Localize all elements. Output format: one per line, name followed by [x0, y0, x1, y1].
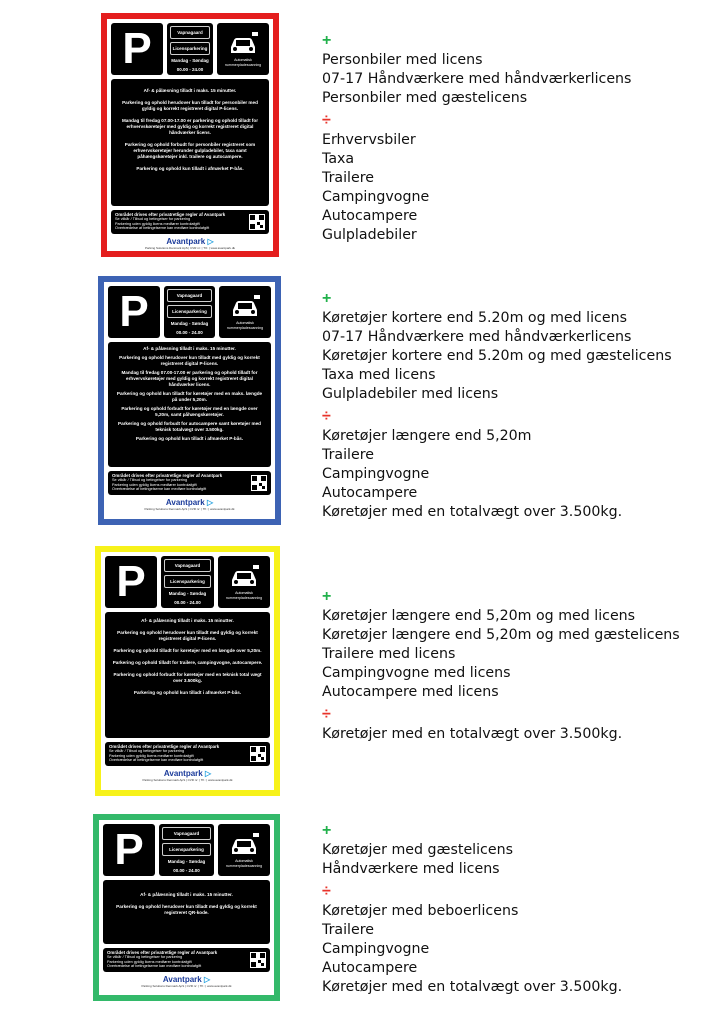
forbidden-item: Trailere: [322, 447, 374, 463]
sign-footer: [111, 210, 269, 234]
rule-text: Af- & pålæsning tilladt i maks. 15 minutter.: [141, 618, 234, 623]
footer-line: Se vilkår / Tilbud og betingelser for parkering: [107, 955, 183, 960]
camera-label: Automatisk nummerpladescanning: [226, 321, 264, 330]
forbidden-item: Autocampere: [322, 960, 418, 976]
sign-rules: [111, 79, 269, 206]
forbidden-item: Trailere: [322, 170, 374, 186]
footer-line: Se vilkår / Tilbud og betingelser for parkering: [112, 478, 188, 483]
footer-line: Se vilkår / Tilbud og betingelser for parkering: [115, 217, 191, 222]
footer-line: Parkering uden gyldig licens medfører kontrolafgift: [109, 753, 194, 758]
street-name: Vapnagaard: [167, 289, 212, 302]
avantpark-logo: Avantpark ▷: [165, 497, 214, 507]
avantpark-logo: Avantpark ▷: [162, 974, 211, 984]
forbidden-item: Køretøjer længere end 5,20m: [322, 428, 532, 444]
sign-frame-blue: [98, 276, 281, 525]
sign-info-panel: [167, 23, 213, 75]
rule-text: Parkering og ophold herudover kun tilladt for personbiler med gyldig og korrekt registreret digital P-licens.: [122, 100, 258, 111]
footer-line: Se vilkår / Tilbud og betingelser for parkering: [109, 749, 185, 754]
sign-frame-yellow: [95, 546, 280, 796]
street-name: Vapnagaard: [170, 26, 210, 39]
car-camera-icon: [226, 31, 260, 57]
allowed-item: Personbiler med gæstelicens: [322, 90, 528, 106]
camera-label: Automatisk nummerpladescanning: [225, 591, 263, 600]
footer-line: Overtrædelse af betingelserne kan medføre kontrolafgift: [112, 487, 207, 492]
rules-list-green: [322, 821, 622, 997]
rule-text: Mandag til fredag 07.00-17.00 er parkering og ophold tilladt for erhvervskøretøjer med gyldig og korrekt registreret digital håndværker licens.: [121, 118, 259, 135]
allowed-item: Gulpladebiler med licens: [322, 386, 499, 402]
hours-label: 00.00 - 24.00: [173, 868, 200, 873]
allowed-item: Køretøjer kortere end 5.20m og med licens: [322, 310, 627, 326]
parking-p-icon: P: [111, 23, 163, 75]
rules-list-red: [322, 31, 631, 245]
rule-text: Parkering og ophold kun tilladt i afmærket P-bås.: [135, 436, 244, 441]
license-field: Licensparkering: [164, 575, 211, 588]
allowed-item: Campingvogne med licens: [322, 665, 511, 681]
rules-list-blue: [322, 289, 672, 522]
footer-line: Parkering uden gyldig licens medfører kontrolafgift: [115, 221, 200, 226]
footer-heading: Området drives efter privatretlige regler af Avantpark: [109, 744, 220, 749]
days-label: Mandag - Søndag: [171, 58, 209, 63]
hours-label: 00.00 - 24.00: [176, 330, 203, 335]
camera-panel: [219, 286, 271, 338]
allowed-plus-icon: +: [322, 588, 332, 605]
camera-panel: [218, 556, 270, 608]
rule-text: Parkering og ophold kun tilladt for køretøjer med en maks. længde på under 5,20m.: [116, 391, 263, 402]
rules-list-yellow: [322, 587, 680, 744]
rule-text: Parkering og ophold kun tilladt i afmærket P-bås.: [136, 166, 244, 171]
rule-text: Parkering og ophold herudover kun tilladt med gyldig og korrekt registreret digital P-licens.: [117, 630, 258, 641]
sign-footer: [105, 742, 270, 766]
camera-panel: [218, 824, 270, 876]
allowed-item: Køretøjer med gæstelicens: [322, 842, 513, 858]
hours-label: 00.00 - 24.00: [174, 600, 201, 605]
forbidden-item: Køretøjer med en totalvægt over 3.500kg.: [322, 979, 623, 995]
sign-frame-red: [101, 13, 279, 257]
rule-text: Af- & pålæsning tilladt i maks. 15 minutter.: [143, 346, 236, 351]
qr-code-icon: [250, 952, 266, 968]
allowed-item: Personbiler med licens: [322, 52, 483, 68]
rule-text: Parkering og ophold forbudt for køretøjer med en teknisk total vægt over 3.500kg.: [113, 672, 262, 683]
forbidden-divide-icon: ÷: [322, 706, 331, 723]
company-line: Parking Solutions Denmark ApS | CVR nr: | Tlf.: | www.avantpark.dk: [142, 777, 233, 782]
forbidden-item: Køretøjer med en totalvægt over 3.500kg.: [322, 504, 623, 520]
forbidden-item: Campingvogne: [322, 941, 430, 957]
company-line: Parking Solutions Denmark ApS | CVR nr: | Tlf.: | www.avantpark.dk: [145, 245, 235, 250]
forbidden-item: Autocampere: [322, 208, 418, 224]
forbidden-item: Autocampere: [322, 485, 418, 501]
sign-info-panel: [159, 824, 214, 876]
car-camera-icon: [227, 564, 261, 590]
footer-line: Overtrædelse af betingelserne kan medføre kontrolafgift: [109, 758, 204, 763]
parking-sign: [104, 282, 275, 519]
license-field: Licensparkering: [170, 42, 210, 55]
forbidden-item: Gulpladebiler: [322, 227, 417, 243]
license-field: Licensparkering: [162, 843, 211, 856]
footer-line: Overtrædelse af betingelserne kan medføre kontrolafgift: [107, 964, 202, 969]
footer-line: Parkering uden gyldig licens medfører kontrolafgift: [112, 482, 197, 487]
parking-p-icon: P: [103, 824, 155, 876]
allowed-plus-icon: +: [322, 32, 332, 49]
rule-text: Parkering og ophold kun tilladt i afmærket P-bås.: [133, 690, 242, 695]
allowed-item: Køretøjer længere end 5,20m og med licens: [322, 608, 636, 624]
camera-panel: [217, 23, 269, 75]
forbidden-divide-icon: ÷: [322, 112, 331, 129]
footer-heading: Området drives efter privatretlige regler af Avantpark: [112, 473, 223, 478]
rule-text: Parkering og ophold tilladt for trailere, campingvogne, autocampere.: [112, 660, 263, 665]
parking-sign: [107, 19, 273, 251]
qr-code-icon: [249, 214, 265, 230]
allowed-plus-icon: +: [322, 822, 332, 839]
avantpark-logo: Avantpark ▷: [166, 236, 214, 246]
sign-info-panel: [164, 286, 215, 338]
rule-text: Parkering og ophold tilladt for køretøjer med en længde over 5,20m.: [113, 648, 262, 653]
qr-code-icon: [251, 475, 267, 491]
parking-p-icon: P: [108, 286, 160, 338]
company-line: Parking Solutions Denmark ApS | CVR nr: | Tlf.: | www.avantpark.dk: [144, 506, 235, 511]
forbidden-item: Køretøjer med en totalvægt over 3.500kg.: [322, 726, 623, 742]
allowed-item: Køretøjer længere end 5,20m og med gæstelicens: [322, 627, 680, 643]
car-camera-icon: [228, 294, 262, 320]
car-camera-icon: [227, 832, 261, 858]
allowed-item: 07-17 Håndværkere med håndværkerlicens: [322, 71, 632, 87]
sign-info-panel: [161, 556, 214, 608]
forbidden-divide-icon: ÷: [322, 883, 331, 900]
forbidden-item: Trailere: [322, 922, 374, 938]
days-label: Mandag - Søndag: [170, 321, 209, 326]
footer-heading: Området drives efter privatretlige regler af Avantpark: [107, 950, 218, 955]
camera-label: Automatisk nummerpladescanning: [224, 58, 262, 67]
forbidden-item: Campingvogne: [322, 466, 430, 482]
rule-text: Af- & pålæsning tilladt i maks. 15 minutter.: [143, 88, 237, 93]
qr-code-icon: [250, 746, 266, 762]
forbidden-item: Erhvervsbiler: [322, 132, 416, 148]
days-label: Mandag - Søndag: [168, 591, 207, 596]
rule-text: Parkering og ophold forbudt for autocampere samt køretøjer med teknisk totalvægt over 3.500kg.: [118, 421, 261, 432]
days-label: Mandag - Søndag: [167, 859, 206, 864]
allowed-item: Taxa med licens: [322, 367, 436, 383]
hours-label: 00.00 - 24.00: [176, 67, 204, 72]
sign-footer: [108, 471, 271, 495]
allowed-item: Autocampere med licens: [322, 684, 499, 700]
rule-text: Af- & pålæsning tilladt i maks. 15 minutter.: [140, 892, 233, 897]
rule-text: Parkering og ophold herudover kun tilladt med gyldig og korrekt registreret digital P-licens.: [119, 355, 260, 366]
forbidden-divide-icon: ÷: [322, 408, 331, 425]
camera-label: Automatisk nummerpladescanning: [225, 859, 263, 868]
allowed-item: 07-17 Håndværkere med håndværkerlicens: [322, 329, 632, 345]
parking-sign: [101, 552, 274, 790]
sign-frame-green: [93, 814, 280, 1001]
rule-text: Parkering og ophold forbudt for køretøjer med en længde over 5,20m, samt påhængskøretøjer.: [121, 406, 258, 417]
rule-text: Parkering og ophold forbudt for personbiler registreret som erhvervskøretøjer herunder gulpladebiler, taxa samt påhængskøretøjer inkl. trailere og autocampere.: [124, 142, 256, 159]
sign-rules: [108, 342, 271, 467]
allowed-item: Trailere med licens: [322, 646, 456, 662]
street-name: Vapnagaard: [162, 827, 211, 840]
allowed-item: Håndværkere med licens: [322, 861, 500, 877]
footer-heading: Området drives efter privatretlige regler af Avantpark: [115, 212, 226, 217]
footer-line: Overtrædelse af betingelserne kan medføre kontrolafgift: [115, 226, 210, 231]
parking-sign: [99, 820, 274, 995]
sign-footer: [103, 948, 270, 972]
sign-rules: [103, 880, 270, 944]
rule-text: Mandag til fredag 07.00-17.00 er parkering og ophold tilladt for erhvervskøretøjer med gyldig og korrekt registreret digital håndværker licens.: [121, 370, 258, 387]
parking-p-icon: P: [105, 556, 157, 608]
avantpark-logo: Avantpark ▷: [163, 768, 212, 778]
allowed-plus-icon: +: [322, 290, 332, 307]
forbidden-item: Campingvogne: [322, 189, 430, 205]
footer-line: Parkering uden gyldig licens medfører kontrolafgift: [107, 959, 192, 964]
allowed-item: Køretøjer kortere end 5.20m og med gæstelicens: [322, 348, 672, 364]
forbidden-item: Køretøjer med beboerlicens: [322, 903, 519, 919]
rule-text: Parkering og ophold herudover kun tilladt med gyldig og korrekt registreret QR-kode.: [116, 904, 257, 915]
street-name: Vapnagaard: [164, 559, 211, 572]
license-field: Licensparkering: [167, 305, 212, 318]
company-line: Parking Solutions Denmark ApS | CVR nr: | Tlf.: | www.avantpark.dk: [141, 983, 232, 988]
forbidden-item: Taxa: [322, 151, 355, 167]
sign-rules: [105, 612, 270, 738]
